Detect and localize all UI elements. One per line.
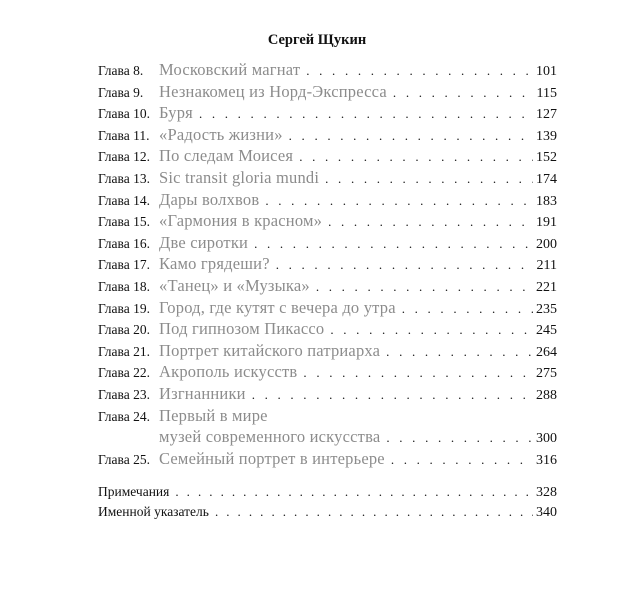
toc-entry[interactable] [98, 298, 557, 320]
page-number: 221 [536, 279, 557, 295]
chapter-label: Глава 15. [98, 214, 150, 230]
page-number: 275 [536, 366, 557, 382]
back-matter-title: Именной указатель [98, 504, 209, 520]
dot-leader [306, 63, 533, 79]
dot-leader [330, 322, 533, 338]
back-matter-list [98, 484, 557, 524]
chapter-label: Глава 20. [98, 322, 150, 338]
toc-entry[interactable] [98, 146, 557, 168]
title-line [159, 406, 557, 428]
dot-leader [386, 344, 533, 360]
chapter-title: «Танец» и «Музыка» [159, 275, 310, 295]
dot-leader [328, 214, 533, 230]
chapter-label: Глава 10. [98, 106, 150, 122]
dot-leader [175, 484, 533, 500]
dot-leader [316, 279, 533, 295]
page-number: 174 [536, 171, 557, 187]
dot-leader [265, 193, 533, 209]
toc-entry-chapter-25[interactable] [98, 449, 557, 471]
chapter-list [98, 60, 557, 406]
chapter-title: Акрополь искусств [159, 362, 298, 382]
chapter-title: Буря [159, 103, 193, 123]
section-spacer [98, 470, 557, 484]
chapter-title-line1: Первый в мире [159, 405, 268, 425]
chapter-label: Глава 17. [98, 257, 150, 273]
toc-entry[interactable] [98, 233, 557, 255]
page-number: 115 [536, 85, 557, 101]
page-number: 340 [536, 505, 557, 521]
toc-entry[interactable] [98, 384, 557, 406]
page-number: 328 [536, 485, 557, 501]
toc-entry[interactable] [98, 168, 557, 190]
dot-leader [254, 236, 533, 252]
dot-leader [391, 452, 533, 468]
chapter-title: Московский магнат [159, 60, 301, 79]
page-number: 245 [536, 323, 557, 339]
chapter-label: Глава 11. [98, 127, 150, 143]
chapter-title: Две сиротки [159, 232, 249, 252]
toc-entry[interactable] [98, 341, 557, 363]
back-matter-title: Примечания [98, 484, 170, 500]
toc-entry[interactable] [98, 319, 557, 341]
dot-leader [199, 106, 533, 122]
toc-entry[interactable] [98, 254, 557, 276]
page-number: 211 [536, 258, 557, 274]
chapter-title-block [159, 406, 557, 449]
page-number: 127 [536, 107, 557, 123]
chapter-title-line2: музей современного искусства [159, 427, 381, 447]
page-number: 183 [536, 193, 557, 209]
dot-leader [215, 504, 533, 520]
toc-entry[interactable] [98, 103, 557, 125]
toc-entry[interactable] [98, 211, 557, 233]
dot-leader [276, 257, 534, 273]
dot-leader [299, 149, 533, 165]
toc-entry-chapter-24[interactable] [98, 406, 557, 449]
chapter-title: Sic transit gloria mundi [159, 167, 320, 187]
dot-leader [303, 365, 533, 381]
toc-entry[interactable] [98, 60, 557, 82]
chapter-label: Глава 24. [98, 408, 150, 424]
page-number: 200 [536, 236, 557, 252]
toc-entry[interactable] [98, 125, 557, 147]
chapter-label: Глава 25. [98, 451, 150, 467]
toc-entry[interactable] [98, 362, 557, 384]
chapter-title: «Радость жизни» [159, 124, 283, 144]
dot-leader [252, 387, 533, 403]
chapter-title: Дары волхвов [159, 189, 260, 209]
chapter-label: Глава 9. [98, 84, 144, 100]
chapter-title: Семейный портрет в интерьере [159, 448, 385, 468]
toc-entry-back-matter[interactable] [98, 504, 557, 524]
dot-leader [289, 128, 533, 144]
page-number: 264 [536, 344, 557, 360]
chapter-label: Глава 19. [98, 300, 150, 316]
chapter-label: Глава 22. [98, 365, 150, 381]
title-line [159, 427, 557, 449]
chapter-label: Глава 23. [98, 386, 150, 402]
chapter-title: Портрет китайского патриарха [159, 340, 381, 360]
chapter-label: Глава 13. [98, 170, 150, 186]
chapter-label: Глава 14. [98, 192, 150, 208]
chapter-label: Глава 16. [98, 235, 150, 251]
chapter-title: Изгнанники [159, 383, 246, 403]
chapter-title: Камо грядеши? [159, 254, 270, 274]
toc-entry-back-matter[interactable] [98, 484, 557, 504]
chapter-label: Глава 12. [98, 149, 150, 165]
dot-leader [386, 430, 533, 446]
page-number: 191 [536, 215, 557, 231]
toc-entry[interactable] [98, 276, 557, 298]
page-number: 152 [536, 150, 557, 166]
chapter-title: «Гармония в красном» [159, 211, 323, 231]
dot-leader [325, 171, 533, 187]
running-head: Сергей Щукин [267, 32, 367, 48]
chapter-label: Глава 8. [98, 63, 144, 78]
dot-leader [393, 85, 534, 101]
toc-entry[interactable] [98, 82, 557, 104]
dot-leader [402, 301, 533, 317]
page-number: 300 [536, 431, 557, 447]
page-number: 101 [536, 64, 557, 79]
chapter-label: Глава 18. [98, 278, 150, 294]
chapter-title: Незнакомец из Норд-Экспресса [159, 81, 387, 101]
page-number: 288 [536, 387, 557, 403]
chapter-title: По следам Моисея [159, 146, 294, 166]
chapter-title: Под гипнозом Пикассо [159, 319, 325, 339]
chapter-title: Город, где кутят с вечера до утра [159, 297, 396, 317]
toc-entry[interactable] [98, 190, 557, 212]
page-number: 316 [536, 452, 557, 468]
chapter-label: Глава 21. [98, 343, 150, 359]
table-of-contents [98, 60, 557, 524]
page-number: 139 [536, 128, 557, 144]
page-number: 235 [536, 301, 557, 317]
